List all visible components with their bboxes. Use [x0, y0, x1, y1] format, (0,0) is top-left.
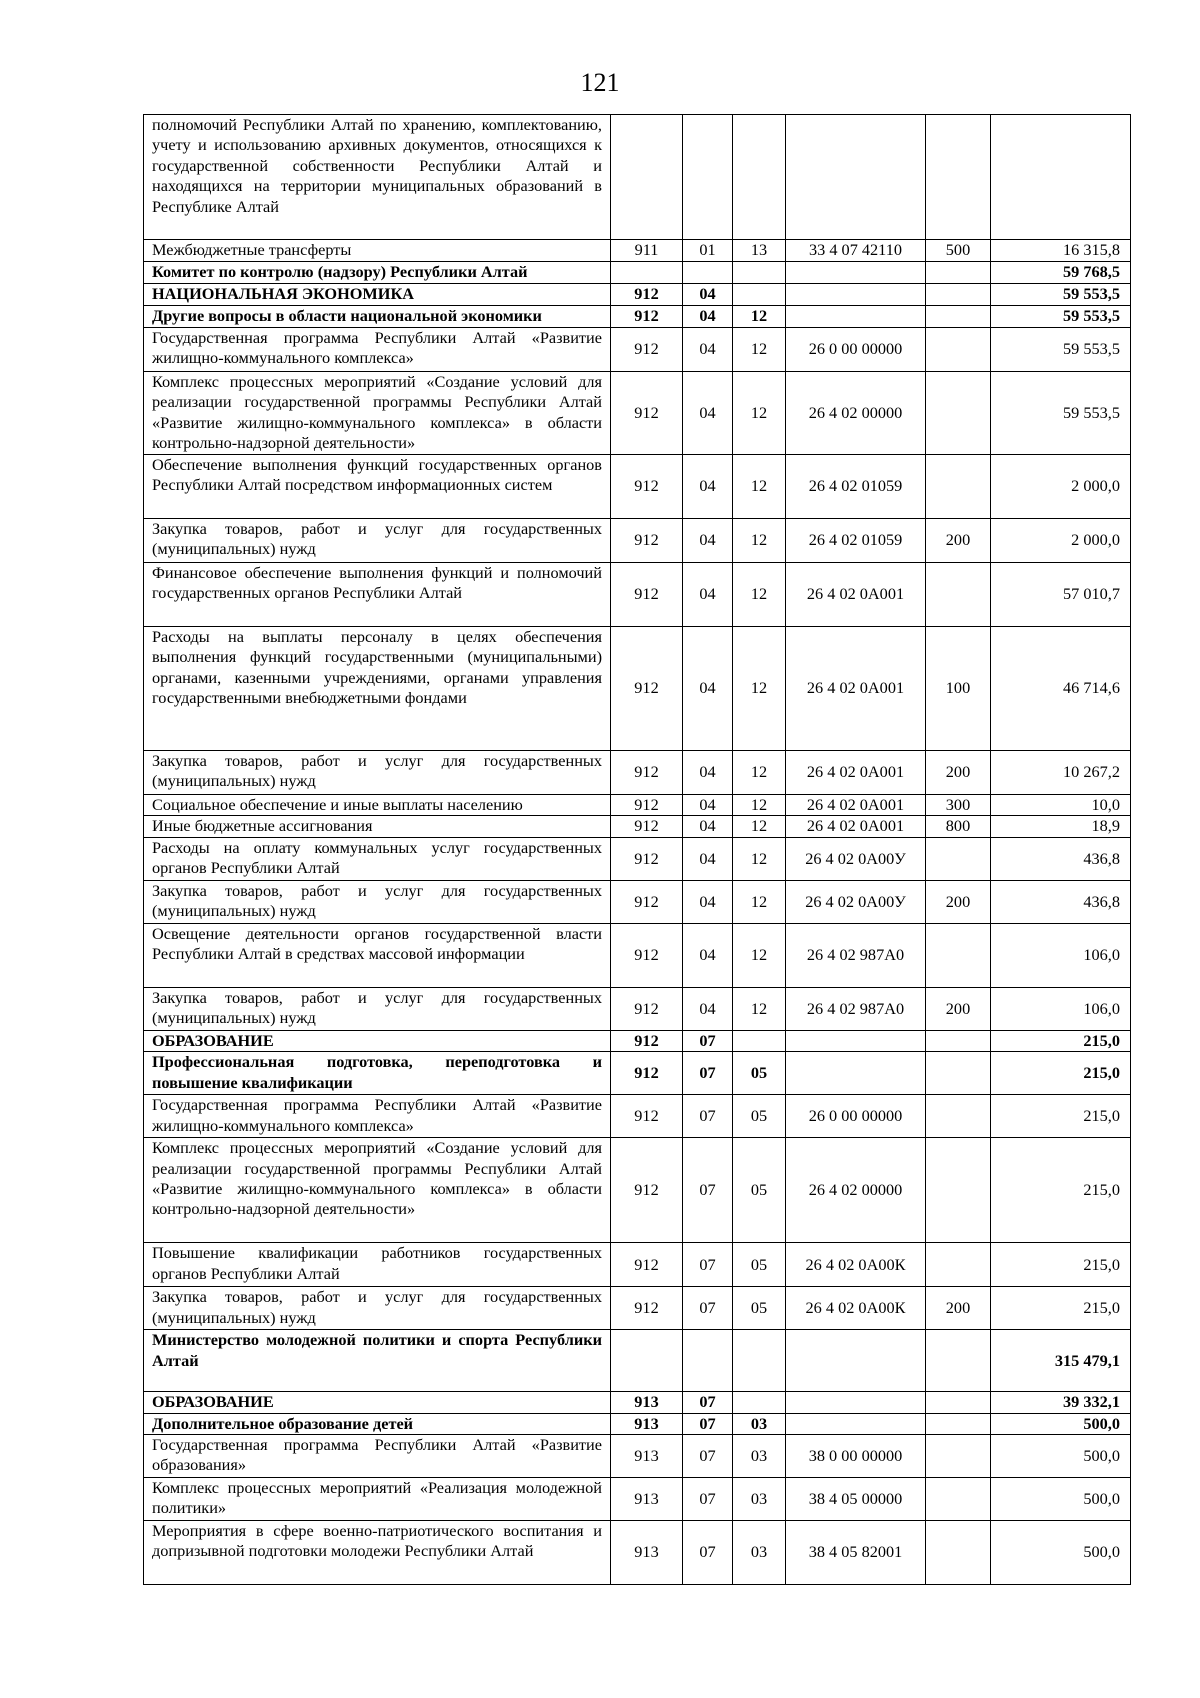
expense-type-code-cell [926, 306, 991, 328]
amount-cell: 215,0 [991, 1243, 1131, 1287]
amount-cell: 500,0 [991, 1435, 1131, 1478]
ministry-code-cell: 912 [611, 563, 683, 627]
section-code-cell: 07 [683, 1138, 733, 1243]
amount-cell: 59 553,5 [991, 306, 1131, 328]
expense-type-code-cell [926, 1413, 991, 1434]
budget-table [143, 114, 1131, 1585]
expense-name-cell: Дополнительное образование детей [144, 1413, 611, 1434]
table-row [144, 795, 1131, 816]
target-article-code-cell: 38 4 05 00000 [786, 1478, 926, 1521]
amount-cell: 39 332,1 [991, 1392, 1131, 1413]
expense-type-code-cell [926, 1521, 991, 1585]
expense-type-code-cell [926, 1330, 991, 1392]
subsection-code-cell: 12 [733, 880, 786, 923]
target-article-code-cell [786, 1392, 926, 1413]
target-article-code-cell [786, 1030, 926, 1051]
expense-name-cell: Расходы на оплату коммунальных услуг государственных органов Республики Алтай [144, 837, 611, 880]
ministry-code-cell: 912 [611, 1030, 683, 1051]
section-code-cell: 04 [683, 987, 733, 1030]
subsection-code-cell: 12 [733, 987, 786, 1030]
subsection-code-cell: 12 [733, 923, 786, 987]
expense-type-code-cell [926, 262, 991, 284]
table-row [144, 284, 1131, 306]
budget-table-body [144, 115, 1131, 1585]
amount-cell: 215,0 [991, 1287, 1131, 1330]
subsection-code-cell: 12 [733, 837, 786, 880]
target-article-code-cell: 26 4 02 01059 [786, 455, 926, 519]
amount-cell: 59 768,5 [991, 262, 1131, 284]
ministry-code-cell [611, 262, 683, 284]
subsection-code-cell [733, 284, 786, 306]
amount-cell: 10 267,2 [991, 751, 1131, 795]
section-code-cell: 04 [683, 519, 733, 563]
subsection-code-cell: 12 [733, 455, 786, 519]
expense-name-cell: Профессиональная подготовка, переподготовка и повышение квалификации [144, 1052, 611, 1095]
expense-type-code-cell [926, 1030, 991, 1051]
table-row [144, 1243, 1131, 1287]
expense-type-code-cell: 200 [926, 519, 991, 563]
subsection-code-cell [733, 1392, 786, 1413]
table-row [144, 923, 1131, 987]
subsection-code-cell: 12 [733, 816, 786, 837]
target-article-code-cell [786, 306, 926, 328]
target-article-code-cell: 26 4 02 0А00К [786, 1287, 926, 1330]
subsection-code-cell: 12 [733, 751, 786, 795]
amount-cell: 215,0 [991, 1095, 1131, 1138]
section-code-cell: 04 [683, 816, 733, 837]
expense-name-cell: ОБРАЗОВАНИЕ [144, 1030, 611, 1051]
ministry-code-cell: 913 [611, 1392, 683, 1413]
section-code-cell: 07 [683, 1095, 733, 1138]
subsection-code-cell: 12 [733, 519, 786, 563]
section-code-cell: 01 [683, 240, 733, 262]
target-article-code-cell: 26 4 02 0А00У [786, 837, 926, 880]
expense-type-code-cell [926, 1095, 991, 1138]
expense-type-code-cell [926, 1243, 991, 1287]
amount-cell: 215,0 [991, 1138, 1131, 1243]
subsection-code-cell [733, 1330, 786, 1392]
subsection-code-cell: 12 [733, 328, 786, 372]
section-code-cell: 07 [683, 1435, 733, 1478]
expense-name-cell: Освещение деятельности органов государственной власти Республики Алтай в средствах массовой информации [144, 923, 611, 987]
target-article-code-cell: 26 4 02 0А001 [786, 627, 926, 751]
section-code-cell [683, 262, 733, 284]
subsection-code-cell [733, 1030, 786, 1051]
expense-name-cell: Межбюджетные трансферты [144, 240, 611, 262]
ministry-code-cell: 912 [611, 1287, 683, 1330]
expense-name-cell: Комплекс процессных мероприятий «Создание условий для реализации государственной программы Республики Алтай «Развитие жилищно-коммунального комплекса» в области контрольно-надзорной деятельности» [144, 1138, 611, 1243]
target-article-code-cell: 26 4 02 0А001 [786, 816, 926, 837]
table-row [144, 240, 1131, 262]
subsection-code-cell: 03 [733, 1478, 786, 1521]
page-number: 121 [580, 68, 620, 97]
target-article-code-cell [786, 1052, 926, 1095]
ministry-code-cell: 913 [611, 1413, 683, 1434]
expense-type-code-cell [926, 837, 991, 880]
expense-name-cell: Закупка товаров, работ и услуг для государственных (муниципальных) нужд [144, 1287, 611, 1330]
table-row [144, 751, 1131, 795]
section-code-cell: 04 [683, 328, 733, 372]
section-code-cell: 04 [683, 837, 733, 880]
table-row [144, 987, 1131, 1030]
section-code-cell: 07 [683, 1478, 733, 1521]
table-row [144, 306, 1131, 328]
expense-name-cell: Комплекс процессных мероприятий «Создание условий для реализации государственной программы Республики Алтай «Развитие жилищно-коммунального комплекса» в области контрольно-надзорной деятельности» [144, 372, 611, 455]
target-article-code-cell: 26 4 02 01059 [786, 519, 926, 563]
expense-name-cell: НАЦИОНАЛЬНАЯ ЭКОНОМИКА [144, 284, 611, 306]
amount-cell: 59 553,5 [991, 372, 1131, 455]
section-code-cell: 07 [683, 1030, 733, 1051]
target-article-code-cell: 26 0 00 00000 [786, 328, 926, 372]
amount-cell: 436,8 [991, 880, 1131, 923]
target-article-code-cell: 26 4 02 987А0 [786, 923, 926, 987]
expense-type-code-cell: 300 [926, 795, 991, 816]
target-article-code-cell: 26 4 02 0А00У [786, 880, 926, 923]
expense-type-code-cell [926, 1052, 991, 1095]
subsection-code-cell: 03 [733, 1413, 786, 1434]
table-row [144, 1478, 1131, 1521]
ministry-code-cell: 912 [611, 751, 683, 795]
expense-type-code-cell: 800 [926, 816, 991, 837]
amount-cell: 500,0 [991, 1413, 1131, 1434]
ministry-code-cell: 912 [611, 1138, 683, 1243]
table-row [144, 837, 1131, 880]
expense-name-cell: Закупка товаров, работ и услуг для государственных (муниципальных) нужд [144, 751, 611, 795]
table-row [144, 1030, 1131, 1051]
target-article-code-cell: 33 4 07 42110 [786, 240, 926, 262]
expense-name-cell: Комплекс процессных мероприятий «Реализация молодежной политики» [144, 1478, 611, 1521]
target-article-code-cell [786, 262, 926, 284]
expense-type-code-cell [926, 284, 991, 306]
amount-cell: 215,0 [991, 1052, 1131, 1095]
expense-name-cell: ОБРАЗОВАНИЕ [144, 1392, 611, 1413]
amount-cell: 106,0 [991, 987, 1131, 1030]
subsection-code-cell: 12 [733, 795, 786, 816]
subsection-code-cell: 05 [733, 1287, 786, 1330]
subsection-code-cell: 05 [733, 1138, 786, 1243]
section-code-cell: 04 [683, 372, 733, 455]
section-code-cell: 07 [683, 1413, 733, 1434]
table-row [144, 880, 1131, 923]
expense-name-cell: полномочий Республики Алтай по хранению, комплектованию, учету и использованию архивных документов, относящихся к государственной собственности Республики Алтай и находящихся на территории муниципальных образований в Республике Алтай [144, 115, 611, 240]
subsection-code-cell: 05 [733, 1243, 786, 1287]
expense-type-code-cell: 200 [926, 880, 991, 923]
expense-type-code-cell: 200 [926, 987, 991, 1030]
expense-name-cell: Государственная программа Республики Алтай «Развитие жилищно-коммунального комплекса» [144, 1095, 611, 1138]
subsection-code-cell: 03 [733, 1521, 786, 1585]
table-row [144, 1521, 1131, 1585]
ministry-code-cell: 912 [611, 455, 683, 519]
ministry-code-cell: 912 [611, 923, 683, 987]
ministry-code-cell: 912 [611, 328, 683, 372]
target-article-code-cell: 26 4 02 987А0 [786, 987, 926, 1030]
expense-name-cell: Государственная программа Республики Алтай «Развитие жилищно-коммунального комплекса» [144, 328, 611, 372]
ministry-code-cell: 913 [611, 1478, 683, 1521]
expense-type-code-cell [926, 1138, 991, 1243]
ministry-code-cell: 912 [611, 1095, 683, 1138]
target-article-code-cell: 38 4 05 82001 [786, 1521, 926, 1585]
ministry-code-cell: 912 [611, 880, 683, 923]
target-article-code-cell: 26 4 02 0А001 [786, 751, 926, 795]
subsection-code-cell: 12 [733, 627, 786, 751]
expense-type-code-cell: 200 [926, 1287, 991, 1330]
table-row [144, 1095, 1131, 1138]
amount-cell: 59 553,5 [991, 328, 1131, 372]
expense-name-cell: Другие вопросы в области национальной экономики [144, 306, 611, 328]
ministry-code-cell: 912 [611, 987, 683, 1030]
amount-cell: 500,0 [991, 1521, 1131, 1585]
section-code-cell [683, 1330, 733, 1392]
target-article-code-cell: 26 4 02 0А001 [786, 563, 926, 627]
table-row [144, 1330, 1131, 1392]
subsection-code-cell: 03 [733, 1435, 786, 1478]
amount-cell: 215,0 [991, 1030, 1131, 1051]
amount-cell: 59 553,5 [991, 284, 1131, 306]
table-row [144, 455, 1131, 519]
ministry-code-cell: 911 [611, 240, 683, 262]
section-code-cell: 04 [683, 795, 733, 816]
table-row [144, 115, 1131, 240]
table-row [144, 1392, 1131, 1413]
subsection-code-cell: 12 [733, 372, 786, 455]
section-code-cell [683, 115, 733, 240]
table-row [144, 563, 1131, 627]
target-article-code-cell: 38 0 00 00000 [786, 1435, 926, 1478]
ministry-code-cell [611, 1330, 683, 1392]
expense-type-code-cell [926, 372, 991, 455]
amount-cell: 2 000,0 [991, 519, 1131, 563]
section-code-cell: 07 [683, 1243, 733, 1287]
ministry-code-cell: 912 [611, 372, 683, 455]
table-row [144, 372, 1131, 455]
target-article-code-cell [786, 1413, 926, 1434]
expense-type-code-cell: 100 [926, 627, 991, 751]
subsection-code-cell [733, 115, 786, 240]
target-article-code-cell: 26 0 00 00000 [786, 1095, 926, 1138]
target-article-code-cell: 26 4 02 00000 [786, 372, 926, 455]
subsection-code-cell [733, 262, 786, 284]
expense-type-code-cell: 500 [926, 240, 991, 262]
expense-type-code-cell [926, 923, 991, 987]
table-row [144, 1287, 1131, 1330]
expense-type-code-cell [926, 1478, 991, 1521]
amount-cell: 2 000,0 [991, 455, 1131, 519]
target-article-code-cell: 26 4 02 0А001 [786, 795, 926, 816]
table-row [144, 816, 1131, 837]
table-row [144, 1052, 1131, 1095]
amount-cell: 315 479,1 [991, 1330, 1131, 1392]
expense-type-code-cell [926, 1392, 991, 1413]
table-row [144, 262, 1131, 284]
expense-name-cell: Министерство молодежной политики и спорта Республики Алтай [144, 1330, 611, 1392]
section-code-cell: 07 [683, 1287, 733, 1330]
subsection-code-cell: 12 [733, 563, 786, 627]
ministry-code-cell: 912 [611, 284, 683, 306]
target-article-code-cell [786, 115, 926, 240]
ministry-code-cell: 913 [611, 1435, 683, 1478]
section-code-cell: 04 [683, 306, 733, 328]
expense-name-cell: Обеспечение выполнения функций государственных органов Республики Алтай посредством информационных систем [144, 455, 611, 519]
expense-name-cell: Повышение квалификации работников государственных органов Республики Алтай [144, 1243, 611, 1287]
section-code-cell: 04 [683, 923, 733, 987]
subsection-code-cell: 05 [733, 1052, 786, 1095]
section-code-cell: 04 [683, 751, 733, 795]
expense-name-cell: Закупка товаров, работ и услуг для государственных (муниципальных) нужд [144, 880, 611, 923]
section-code-cell: 04 [683, 563, 733, 627]
subsection-code-cell: 13 [733, 240, 786, 262]
expense-name-cell: Иные бюджетные ассигнования [144, 816, 611, 837]
subsection-code-cell: 05 [733, 1095, 786, 1138]
ministry-code-cell: 912 [611, 816, 683, 837]
amount-cell: 436,8 [991, 837, 1131, 880]
expense-name-cell: Комитет по контролю (надзору) Республики Алтай [144, 262, 611, 284]
amount-cell: 46 714,6 [991, 627, 1131, 751]
table-row [144, 519, 1131, 563]
table-row [144, 1138, 1131, 1243]
amount-cell: 57 010,7 [991, 563, 1131, 627]
section-code-cell: 04 [683, 284, 733, 306]
target-article-code-cell [786, 1330, 926, 1392]
target-article-code-cell: 26 4 02 00000 [786, 1138, 926, 1243]
amount-cell [991, 115, 1131, 240]
ministry-code-cell: 912 [611, 837, 683, 880]
expense-name-cell: Расходы на выплаты персоналу в целях обеспечения выполнения функций государственными (муниципальными) органами, казенными учреждениями, органами управления государственными внебюджетными фондами [144, 627, 611, 751]
ministry-code-cell: 912 [611, 627, 683, 751]
ministry-code-cell: 912 [611, 306, 683, 328]
table-row [144, 627, 1131, 751]
expense-name-cell: Государственная программа Республики Алтай «Развитие образования» [144, 1435, 611, 1478]
section-code-cell: 04 [683, 627, 733, 751]
expense-type-code-cell [926, 328, 991, 372]
expense-type-code-cell [926, 563, 991, 627]
target-article-code-cell [786, 284, 926, 306]
expense-name-cell: Финансовое обеспечение выполнения функций и полномочий государственных органов Республики Алтай [144, 563, 611, 627]
table-row [144, 1435, 1131, 1478]
expense-name-cell: Закупка товаров, работ и услуг для государственных (муниципальных) нужд [144, 519, 611, 563]
amount-cell: 10,0 [991, 795, 1131, 816]
subsection-code-cell: 12 [733, 306, 786, 328]
target-article-code-cell: 26 4 02 0А00К [786, 1243, 926, 1287]
amount-cell: 500,0 [991, 1478, 1131, 1521]
section-code-cell: 04 [683, 455, 733, 519]
ministry-code-cell: 912 [611, 795, 683, 816]
section-code-cell: 04 [683, 880, 733, 923]
expense-name-cell: Мероприятия в сфере военно-патриотического воспитания и допризывной подготовки молодежи Республики Алтай [144, 1521, 611, 1585]
table-row [144, 1413, 1131, 1434]
ministry-code-cell: 912 [611, 519, 683, 563]
ministry-code-cell: 913 [611, 1521, 683, 1585]
section-code-cell: 07 [683, 1521, 733, 1585]
amount-cell: 16 315,8 [991, 240, 1131, 262]
expense-name-cell: Социальное обеспечение и иные выплаты населению [144, 795, 611, 816]
expense-name-cell: Закупка товаров, работ и услуг для государственных (муниципальных) нужд [144, 987, 611, 1030]
table-row [144, 328, 1131, 372]
ministry-code-cell: 912 [611, 1243, 683, 1287]
amount-cell: 18,9 [991, 816, 1131, 837]
expense-type-code-cell [926, 1435, 991, 1478]
expense-type-code-cell [926, 455, 991, 519]
expense-type-code-cell [926, 115, 991, 240]
amount-cell: 106,0 [991, 923, 1131, 987]
section-code-cell: 07 [683, 1392, 733, 1413]
ministry-code-cell: 912 [611, 1052, 683, 1095]
expense-type-code-cell: 200 [926, 751, 991, 795]
ministry-code-cell [611, 115, 683, 240]
section-code-cell: 07 [683, 1052, 733, 1095]
